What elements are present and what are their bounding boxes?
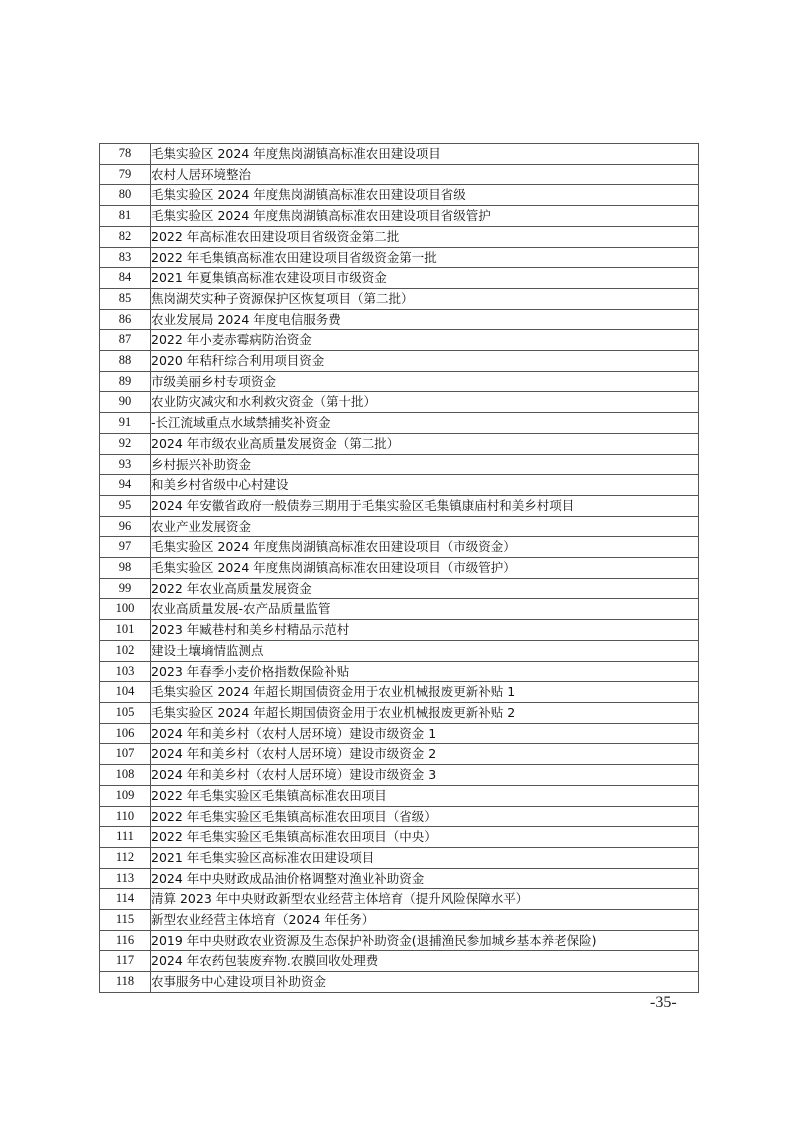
table-row: [100, 144, 699, 165]
project-name: 毛集实验区 2024 年度焦岗湖镇高标准农田建设项目省级管护: [151, 206, 699, 227]
row-number: 98: [100, 558, 151, 579]
row-number: 94: [100, 475, 151, 496]
row-number: 87: [100, 330, 151, 351]
project-name: 2024 年市级农业高质量发展资金（第二批）: [151, 433, 699, 454]
row-number: 107: [100, 744, 151, 765]
project-name: 农业防灾减灾和水利救灾资金（第十批）: [151, 392, 699, 413]
table-row: [100, 433, 699, 454]
row-number: 109: [100, 785, 151, 806]
row-number: 78: [100, 144, 151, 165]
row-number: 115: [100, 910, 151, 931]
row-number: 92: [100, 433, 151, 454]
table-row: [100, 847, 699, 868]
table-row: [100, 413, 699, 434]
table-row: [100, 723, 699, 744]
project-name: 新型农业经营主体培育（2024 年任务）: [151, 910, 699, 931]
row-number: 108: [100, 765, 151, 786]
table-row: [100, 351, 699, 372]
table-row: [100, 516, 699, 537]
project-name: 2024 年安徽省政府一般债券三期用于毛集实验区毛集镇康庙村和美乡村项目: [151, 495, 699, 516]
table-row: [100, 330, 699, 351]
table-row: [100, 164, 699, 185]
project-name: 2022 年毛集实验区毛集镇高标准农田项目（省级）: [151, 806, 699, 827]
table-row: [100, 392, 699, 413]
page-number: -35-: [650, 994, 677, 1011]
row-number: 91: [100, 413, 151, 434]
table-row: [100, 475, 699, 496]
row-number: 96: [100, 516, 151, 537]
row-number: 111: [100, 827, 151, 848]
project-name: 焦岗湖芡实种子资源保护区恢复项目（第二批）: [151, 288, 699, 309]
row-number: 97: [100, 537, 151, 558]
project-name: -长江流域重点水域禁捕奖补资金: [151, 413, 699, 434]
row-number: 79: [100, 164, 151, 185]
table-row: [100, 951, 699, 972]
project-name: 毛集实验区 2024 年超长期国债资金用于农业机械报废更新补贴 2: [151, 702, 699, 723]
row-number: 99: [100, 578, 151, 599]
table-row: [100, 868, 699, 889]
table-row: [100, 226, 699, 247]
table-row: [100, 558, 699, 579]
table-row: [100, 806, 699, 827]
table-row: [100, 910, 699, 931]
project-name: 毛集实验区 2024 年度焦岗湖镇高标准农田建设项目: [151, 144, 699, 165]
table-row: [100, 288, 699, 309]
project-name: 毛集实验区 2024 年度焦岗湖镇高标准农田建设项目（市级资金）: [151, 537, 699, 558]
table-row: [100, 889, 699, 910]
row-number: 89: [100, 371, 151, 392]
row-number: 103: [100, 661, 151, 682]
row-number: 86: [100, 309, 151, 330]
row-number: 116: [100, 930, 151, 951]
project-name: 市级美丽乡村专项资金: [151, 371, 699, 392]
project-name: 2022 年高标准农田建设项目省级资金第二批: [151, 226, 699, 247]
project-name: 2024 年中央财政成品油价格调整对渔业补助资金: [151, 868, 699, 889]
table-row: [100, 930, 699, 951]
row-number: 100: [100, 599, 151, 620]
row-number: 113: [100, 868, 151, 889]
table-row: [100, 702, 699, 723]
row-number: 105: [100, 702, 151, 723]
row-number: 90: [100, 392, 151, 413]
row-number: 82: [100, 226, 151, 247]
row-number: 118: [100, 972, 151, 993]
table-row: [100, 371, 699, 392]
project-name: 2024 年和美乡村（农村人居环境）建设市级资金 1: [151, 723, 699, 744]
row-number: 81: [100, 206, 151, 227]
project-name: 建设土壤墒情监测点: [151, 640, 699, 661]
project-name: 2024 年农药包装废弃物.农膜回收处理费: [151, 951, 699, 972]
project-name: 毛集实验区 2024 年度焦岗湖镇高标准农田建设项目省级: [151, 185, 699, 206]
table-row: [100, 765, 699, 786]
row-number: 101: [100, 620, 151, 641]
project-name: 2019 年中央财政农业资源及生态保护补助资金(退捕渔民参加城乡基本养老保险): [151, 930, 699, 951]
row-number: 83: [100, 247, 151, 268]
row-number: 102: [100, 640, 151, 661]
project-name: 2020 年秸秆综合利用项目资金: [151, 351, 699, 372]
row-number: 106: [100, 723, 151, 744]
table-row: [100, 185, 699, 206]
table-row: [100, 785, 699, 806]
project-name: 农业产业发展资金: [151, 516, 699, 537]
row-number: 84: [100, 268, 151, 289]
row-number: 104: [100, 682, 151, 703]
project-name: 2021 年毛集实验区高标准农田建设项目: [151, 847, 699, 868]
row-number: 112: [100, 847, 151, 868]
table-row: [100, 268, 699, 289]
project-name: 农事服务中心建设项目补助资金: [151, 972, 699, 993]
project-name: 农村人居环境整治: [151, 164, 699, 185]
row-number: 88: [100, 351, 151, 372]
table-row: [100, 744, 699, 765]
project-table: [99, 143, 699, 993]
table-row: [100, 661, 699, 682]
project-name: 2023 年臧巷村和美乡村精品示范村: [151, 620, 699, 641]
table-row: [100, 682, 699, 703]
table-row: [100, 495, 699, 516]
project-name: 毛集实验区 2024 年度焦岗湖镇高标准农田建设项目（市级管护）: [151, 558, 699, 579]
row-number: 80: [100, 185, 151, 206]
project-name: 2022 年毛集实验区毛集镇高标准农田项目: [151, 785, 699, 806]
project-name: 2024 年和美乡村（农村人居环境）建设市级资金 2: [151, 744, 699, 765]
project-name: 和美乡村省级中心村建设: [151, 475, 699, 496]
table-row: [100, 247, 699, 268]
project-name: 2022 年毛集实验区毛集镇高标准农田项目（中央）: [151, 827, 699, 848]
project-name: 清算 2023 年中央财政新型农业经营主体培育（提升风险保障水平）: [151, 889, 699, 910]
table-row: [100, 599, 699, 620]
table-row: [100, 620, 699, 641]
table-row: [100, 827, 699, 848]
row-number: 110: [100, 806, 151, 827]
project-name: 乡村振兴补助资金: [151, 454, 699, 475]
table-row: [100, 972, 699, 993]
row-number: 95: [100, 495, 151, 516]
project-name: 2024 年和美乡村（农村人居环境）建设市级资金 3: [151, 765, 699, 786]
table-row: [100, 309, 699, 330]
project-name: 2023 年春季小麦价格指数保险补贴: [151, 661, 699, 682]
table-row: [100, 537, 699, 558]
project-name: 毛集实验区 2024 年超长期国债资金用于农业机械报废更新补贴 1: [151, 682, 699, 703]
row-number: 85: [100, 288, 151, 309]
row-number: 93: [100, 454, 151, 475]
project-name: 农业高质量发展-农产品质量监管: [151, 599, 699, 620]
project-name: 2022 年小麦赤霉病防治资金: [151, 330, 699, 351]
project-name: 2022 年毛集镇高标准农田建设项目省级资金第一批: [151, 247, 699, 268]
row-number: 114: [100, 889, 151, 910]
table-row: [100, 578, 699, 599]
project-name: 农业发展局 2024 年度电信服务费: [151, 309, 699, 330]
table-row: [100, 640, 699, 661]
table-row: [100, 454, 699, 475]
row-number: 117: [100, 951, 151, 972]
project-name: 2022 年农业高质量发展资金: [151, 578, 699, 599]
table-row: [100, 206, 699, 227]
project-name: 2021 年夏集镇高标准农建设项目市级资金: [151, 268, 699, 289]
project-table-body: [100, 144, 699, 993]
